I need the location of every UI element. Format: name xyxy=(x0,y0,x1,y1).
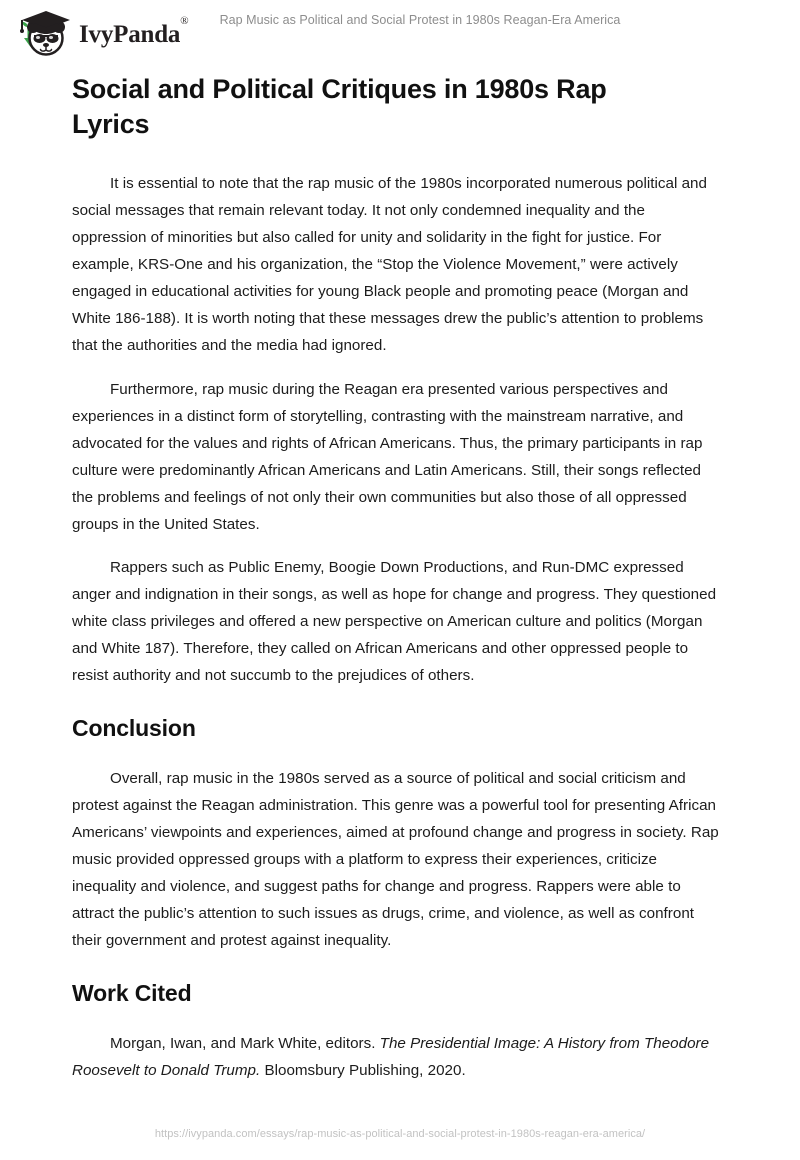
spacer xyxy=(72,744,722,765)
footer-source-url[interactable]: https://ivypanda.com/essays/rap-music-as-political-and-social-protest-in-1980s-reagan-era-america/ xyxy=(154,1128,646,1140)
spacer xyxy=(72,954,722,979)
conclusion-paragraph: Overall, rap music in the 1980s served as a source of political and social criticism and protest against the Reagan administration. This genre was a powerful tool for presenting African Americans’ viewpoints and experiences, aimed at profound change and progress in society. Rap music provided oppressed groups with a platform to express their experiences, criticize inequality and violence, and suggest paths for change and progress. Rappers were able to attract the public’s attention to such issues as drugs, crime, and violence, as well as confront their government and protest against inequality. xyxy=(72,769,719,950)
section-heading-work-cited: Work Cited xyxy=(72,980,192,1007)
body-paragraph-2: Furthermore, rap music during the Reagan era presented various perspectives and experiences in a distinct form of storytelling, contrasting with the mainstream narrative, and advocated for the values and rights of African Americans. Thus, the primary participants in rap culture were predominantly African Americans and Latin Americans. Still, their songs reflected the problems and feelings of not only their own communities but also those of all oppressed groups in the United States. xyxy=(72,380,703,533)
citation-title: The Presidential Image: A History from Theodore Roosevelt to Donald Trump. xyxy=(72,1035,710,1080)
spacer xyxy=(72,1009,722,1030)
page-header xyxy=(0,0,800,66)
spacer xyxy=(72,538,722,554)
citation-authors: Morgan, Iwan, and Mark White, editors. xyxy=(110,1035,380,1053)
document-body xyxy=(72,72,722,1084)
page-footer xyxy=(0,1124,800,1142)
spacer xyxy=(72,689,722,714)
body-paragraph-3: Rappers such as Public Enemy, Boogie Down Productions, and Run-DMC expressed anger and indignation in their songs, as well as hope for change and progress. They questioned white class privileges and offered a new perspective on American culture and politics (Morgan and White 187). Therefore, they called on African Americans and other oppressed people to resist authority and not succumb to the prejudices of others. xyxy=(72,558,717,684)
brand-name-text: IvyPanda xyxy=(79,20,181,48)
work-cited-entry xyxy=(72,1030,722,1084)
body-paragraph-1: It is essential to note that the rap music of the 1980s incorporated numerous political and social messages that remain relevant today. It not only condemned inequality and the oppression of minorities but also called for unity and solidarity in the fight for justice. For example, KRS-One and his organization, the “Stop the Violence Movement,” were actively engaged in educational activities for young Black people and promoting peace (Morgan and White 186-188). It is worth noting that these messages drew the public’s attention to problems that the authorities and the media had ignored. xyxy=(72,175,707,355)
running-header-title: Rap Music as Political and Social Protest in 1980s Reagan-Era America xyxy=(219,13,621,27)
page-title: Social and Political Critiques in 1980s Rap Lyrics xyxy=(72,74,607,140)
citation-publisher: Bloomsbury Publishing, 2020. xyxy=(260,1062,466,1080)
spacer xyxy=(72,360,722,376)
spacer xyxy=(72,142,722,170)
section-heading-conclusion: Conclusion xyxy=(72,715,196,742)
registered-mark: ® xyxy=(180,14,189,27)
